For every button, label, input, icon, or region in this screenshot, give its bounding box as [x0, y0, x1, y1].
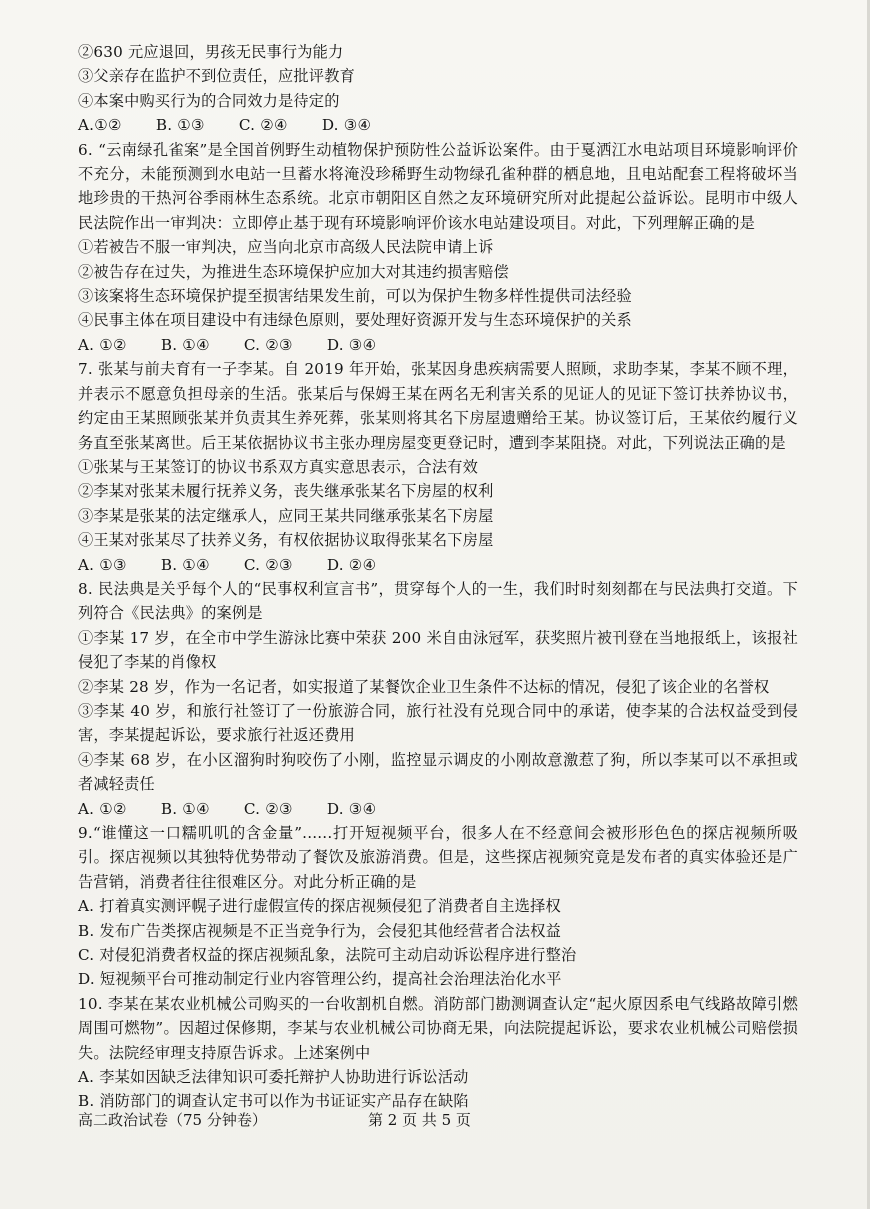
q5-option-2: ②630 元应退回，男孩无民事行为能力	[78, 43, 344, 61]
q9-stem: 9.“谁懂这一口糯叽叽的含金量”......打开短视频平台，很多人在不经意间会被形形色色的探店视频所吸引。探店视频以其独特优势带动了餐饮及旅游消费。但是，这些探店视频究竟是发布者的真实体验还是广告营销，消费者往往很难区分。对此分析正确的是	[78, 824, 798, 891]
q7-option-2: ②李某对张某未履行抚养义务，丧失继承张某名下房屋的权利	[78, 482, 494, 501]
q7-option-1: ①张某与王某签订的协议书系双方真实意思表示，合法有效	[78, 457, 479, 476]
exam-content	[78, 40, 798, 1114]
q7-choices	[78, 553, 798, 577]
exam-title: 高二政治试卷（75 分钟卷）	[78, 1111, 267, 1129]
q8-choice-b: B. ①④	[160, 799, 210, 818]
q6-choice-b: B. ①④	[160, 335, 210, 354]
q8-stem: 8. 民法典是关乎每个人的“民事权利宣言书”，贯穿每个人的一生，我们时时刻刻都在与民法典打交道。下列符合《民法典》的案例是	[78, 579, 798, 623]
q10-option-b: B. 消防部门的调查认定书可以作为书证证实产品存在缺陷	[78, 1092, 469, 1111]
q8-choice-a: A. ①②	[78, 799, 127, 818]
q5-choices	[78, 113, 798, 137]
q7-option-4: ④王某对张某尽了扶养义务，有权依据协议取得张某名下房屋	[78, 531, 494, 550]
q5-option-4: ④本案中购买行为的合同效力是待定的	[78, 91, 340, 110]
q9-option-d: D. 短视频平台可推动制定行业内容管理公约，提高社会治理法治化水平	[78, 970, 562, 989]
q7-choice-b: B. ①④	[160, 555, 210, 574]
q7-option-3: ③李某是张某的法定继承人，应同王某共同继承张某名下房屋	[78, 506, 494, 525]
q9-option-c: C. 对侵犯消费者权益的探店视频乱象，法院可主动启动诉讼程序进行整治	[78, 946, 577, 965]
q7-choice-c: C. ②③	[243, 555, 293, 574]
q7-choice-a: A. ①③	[78, 555, 127, 574]
q6-option-4: ④民事主体在项目建设中有违绿色原则，要处理好资源开发与生态环境保护的关系	[78, 311, 632, 330]
q6-option-2: ②被告存在过失，为推进生态环境保护应加大对其违约损害赔偿	[78, 262, 509, 281]
q6-choice-d: D. ③④	[326, 335, 377, 354]
q6-option-1: ①若被告不服一审判决，应当向北京市高级人民法院申请上诉	[78, 238, 494, 257]
q6-choice-c: C. ②③	[243, 335, 293, 354]
q8-option-1: ①李某 17 岁，在全市中学生游泳比赛中荣获 200 米自由泳冠军，获奖照片被刊登在当地报纸上，该报社侵犯了李某的肖像权	[78, 628, 798, 672]
q5-option-3: ③父亲存在监护不到位责任，应批评教育	[78, 67, 355, 86]
q8-option-2: ②李某 28 岁，作为一名记者，如实报道了某餐饮企业卫生条件不达标的情况，侵犯了该企业的名誉权	[78, 677, 770, 696]
q10-option-a: A. 李某如因缺乏法律知识可委托辩护人协助进行诉讼活动	[78, 1068, 469, 1087]
q5-choice-d: D. ③④	[321, 116, 372, 135]
q9-option-b: B. 发布广告类探店视频是不正当竞争行为，会侵犯其他经营者合法权益	[78, 921, 562, 940]
q6-choices	[78, 333, 798, 357]
q5-choice-a: A.①②	[78, 116, 122, 135]
q5-choice-b: B. ①③	[155, 116, 205, 135]
q7-choice-d: D. ②④	[326, 555, 377, 574]
q9-option-a: A. 打着真实测评幌子进行虚假宣传的探店视频侵犯了消费者自主选择权	[78, 897, 561, 916]
q5-choice-c: C. ②④	[238, 116, 288, 135]
page-number: 第 2 页 共 5 页	[368, 1111, 471, 1129]
q8-choice-c: C. ②③	[243, 799, 293, 818]
q6-option-3: ③该案将生态环境保护提至损害结果发生前，可以为保护生物多样性提供司法经验	[78, 287, 632, 306]
q8-option-3: ③李某 40 岁，和旅行社签订了一份旅游合同，旅行社没有兑现合同中的承诺，使李某的合法权益受到侵害，李某提起诉讼，要求旅行社返还费用	[78, 701, 798, 745]
q10-stem: 10. 李某在某农业机械公司购买的一台收割机自燃。消防部门勘测调查认定“起火原因系电气线路故障引燃周围可燃物”。因超过保修期，李某与农业机械公司协商无果，向法院提起诉讼，要求农业机械公司赔偿损失。法院经审理支持原告诉求。上述案例中	[78, 994, 798, 1062]
q8-choice-d: D. ③④	[326, 799, 377, 818]
q7-stem: 7. 张某与前夫育有一子李某。自 2019 年开始，张某因身患疾病需要人照顾，求助李某，李某不顾不理，并表示不愿意负担母亲的生活。张某后与保姆王某在两名无利害关系的见证人的见证下签订扶养协议书，约定由王某照顾张某并负责其生养死葬，张某则将其名下房屋遗赠给王某。协议签订后，王某依约履行义务直至张某离世。后王某依据协议书主张办理房屋变更登记时，遭到李某阻挠。对此，下列说法正确的是	[78, 360, 798, 452]
q8-choices	[78, 797, 798, 821]
q8-option-4: ④李某 68 岁，在小区溜狗时狗咬伤了小刚，监控显示调皮的小刚故意激惹了狗，所以李某可以不承担或者减轻责任	[78, 750, 798, 794]
q6-choice-a: A. ①②	[78, 335, 127, 354]
q6-stem: 6. “云南绿孔雀案”是全国首例野生动植物保护预防性公益诉讼案件。由于戛洒江水电站项目环境影响评价不充分，未能预测到水电站一旦蓄水将淹没珍稀野生动物绿孔雀种群的栖息地，且电站配套工程将破坏当地珍贵的干热河谷季雨林生态系统。北京市朝阳区自然之友环境研究所对此提起公益诉讼。昆明市中级人民法院作出一审判决：立即停止基于现有环境影响评价该水电站建设项目。对此，下列理解正确的是	[78, 140, 798, 232]
